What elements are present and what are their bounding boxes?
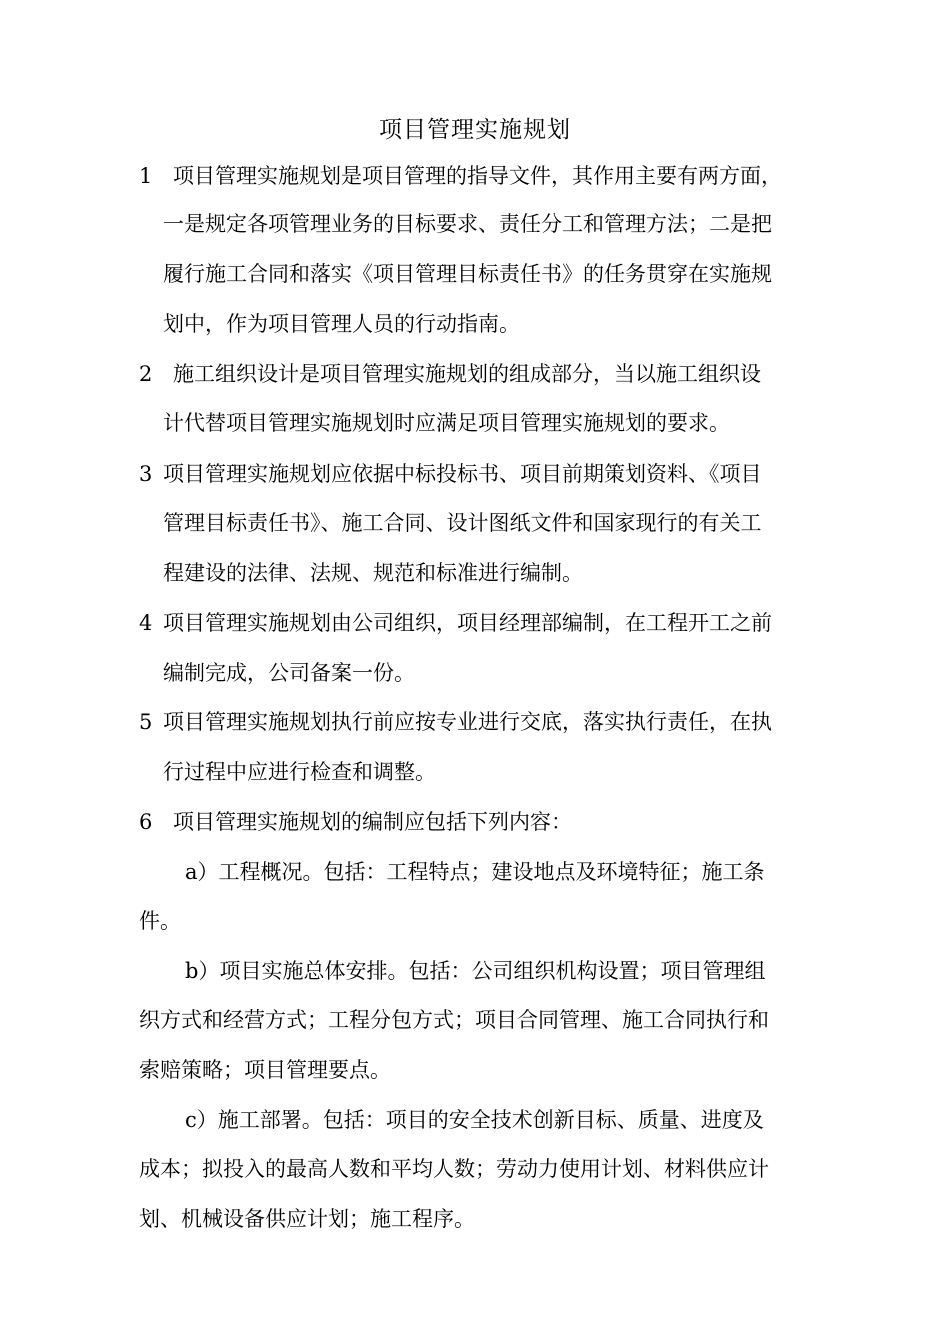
item-number: 3 [139, 462, 153, 486]
paragraph-line: 履行施工合同和落实《项目管理目标责任书》的任务贯穿在实施规 [163, 262, 772, 286]
paragraph-line: 件。 [139, 909, 181, 933]
item-number: 5 [139, 710, 153, 734]
paragraph-line: 项目管理实施规划由公司组织，项目经理部编制，在工程开工之前 [163, 611, 772, 635]
paragraph-line: 项目管理实施规划的编制应包括下列内容： [173, 810, 572, 834]
paragraph-line: 管理目标责任书》、施工合同、设计图纸文件和国家现行的有关工 [163, 511, 762, 535]
item-number: 6 [139, 810, 153, 834]
paragraph-line: 施工组织设计是项目管理实施规划的组成部分，当以施工组织设 [173, 362, 761, 386]
item-number: 2 [139, 362, 153, 386]
paragraph-line: 行过程中应进行检查和调整。 [163, 760, 436, 784]
item-number: 1 [139, 164, 153, 188]
paragraph-line: 项目管理实施规划执行前应按专业进行交底，落实执行责任，在执 [163, 710, 772, 734]
document-title: 项目管理实施规划 [379, 117, 571, 143]
paragraph-line: 划中，作为项目管理人员的行动指南。 [163, 312, 520, 336]
paragraph-line: 一是规定各项管理业务的目标要求、责任分工和管理方法；二是把 [163, 212, 772, 236]
paragraph-line: 成本；拟投入的最高人数和平均人数；劳动力使用计划、材料供应计 [139, 1157, 769, 1181]
paragraph-line: 项目管理实施规划应依据中标投标书、项目前期策划资料、《项目 [163, 462, 762, 486]
item-number: 4 [139, 611, 153, 635]
paragraph-line: 划、机械设备供应计划；施工程序。 [139, 1207, 475, 1231]
paragraph-line: 计代替项目管理实施规划时应满足项目管理实施规划的要求。 [163, 411, 730, 435]
paragraph-line: 项目管理实施规划是项目管理的指导文件，其作用主要有两方面， [173, 164, 782, 188]
paragraph-line: a）工程概况。包括：工程特点；建设地点及环境特征；施工条 [185, 860, 765, 884]
paragraph-line: 编制完成，公司备案一份。 [163, 661, 415, 685]
paragraph-line: b）项目实施总体安排。包括：公司组织机构设置；项目管理组 [185, 959, 766, 983]
paragraph-line: c）施工部署。包括：项目的安全技术创新目标、质量、进度及 [185, 1108, 764, 1132]
paragraph-line: 织方式和经营方式；工程分包方式；项目合同管理、施工合同执行和 [139, 1008, 769, 1032]
paragraph-line: 索赔策略；项目管理要点。 [139, 1058, 391, 1082]
paragraph-line: 程建设的法律、法规、规范和标准进行编制。 [163, 561, 583, 585]
